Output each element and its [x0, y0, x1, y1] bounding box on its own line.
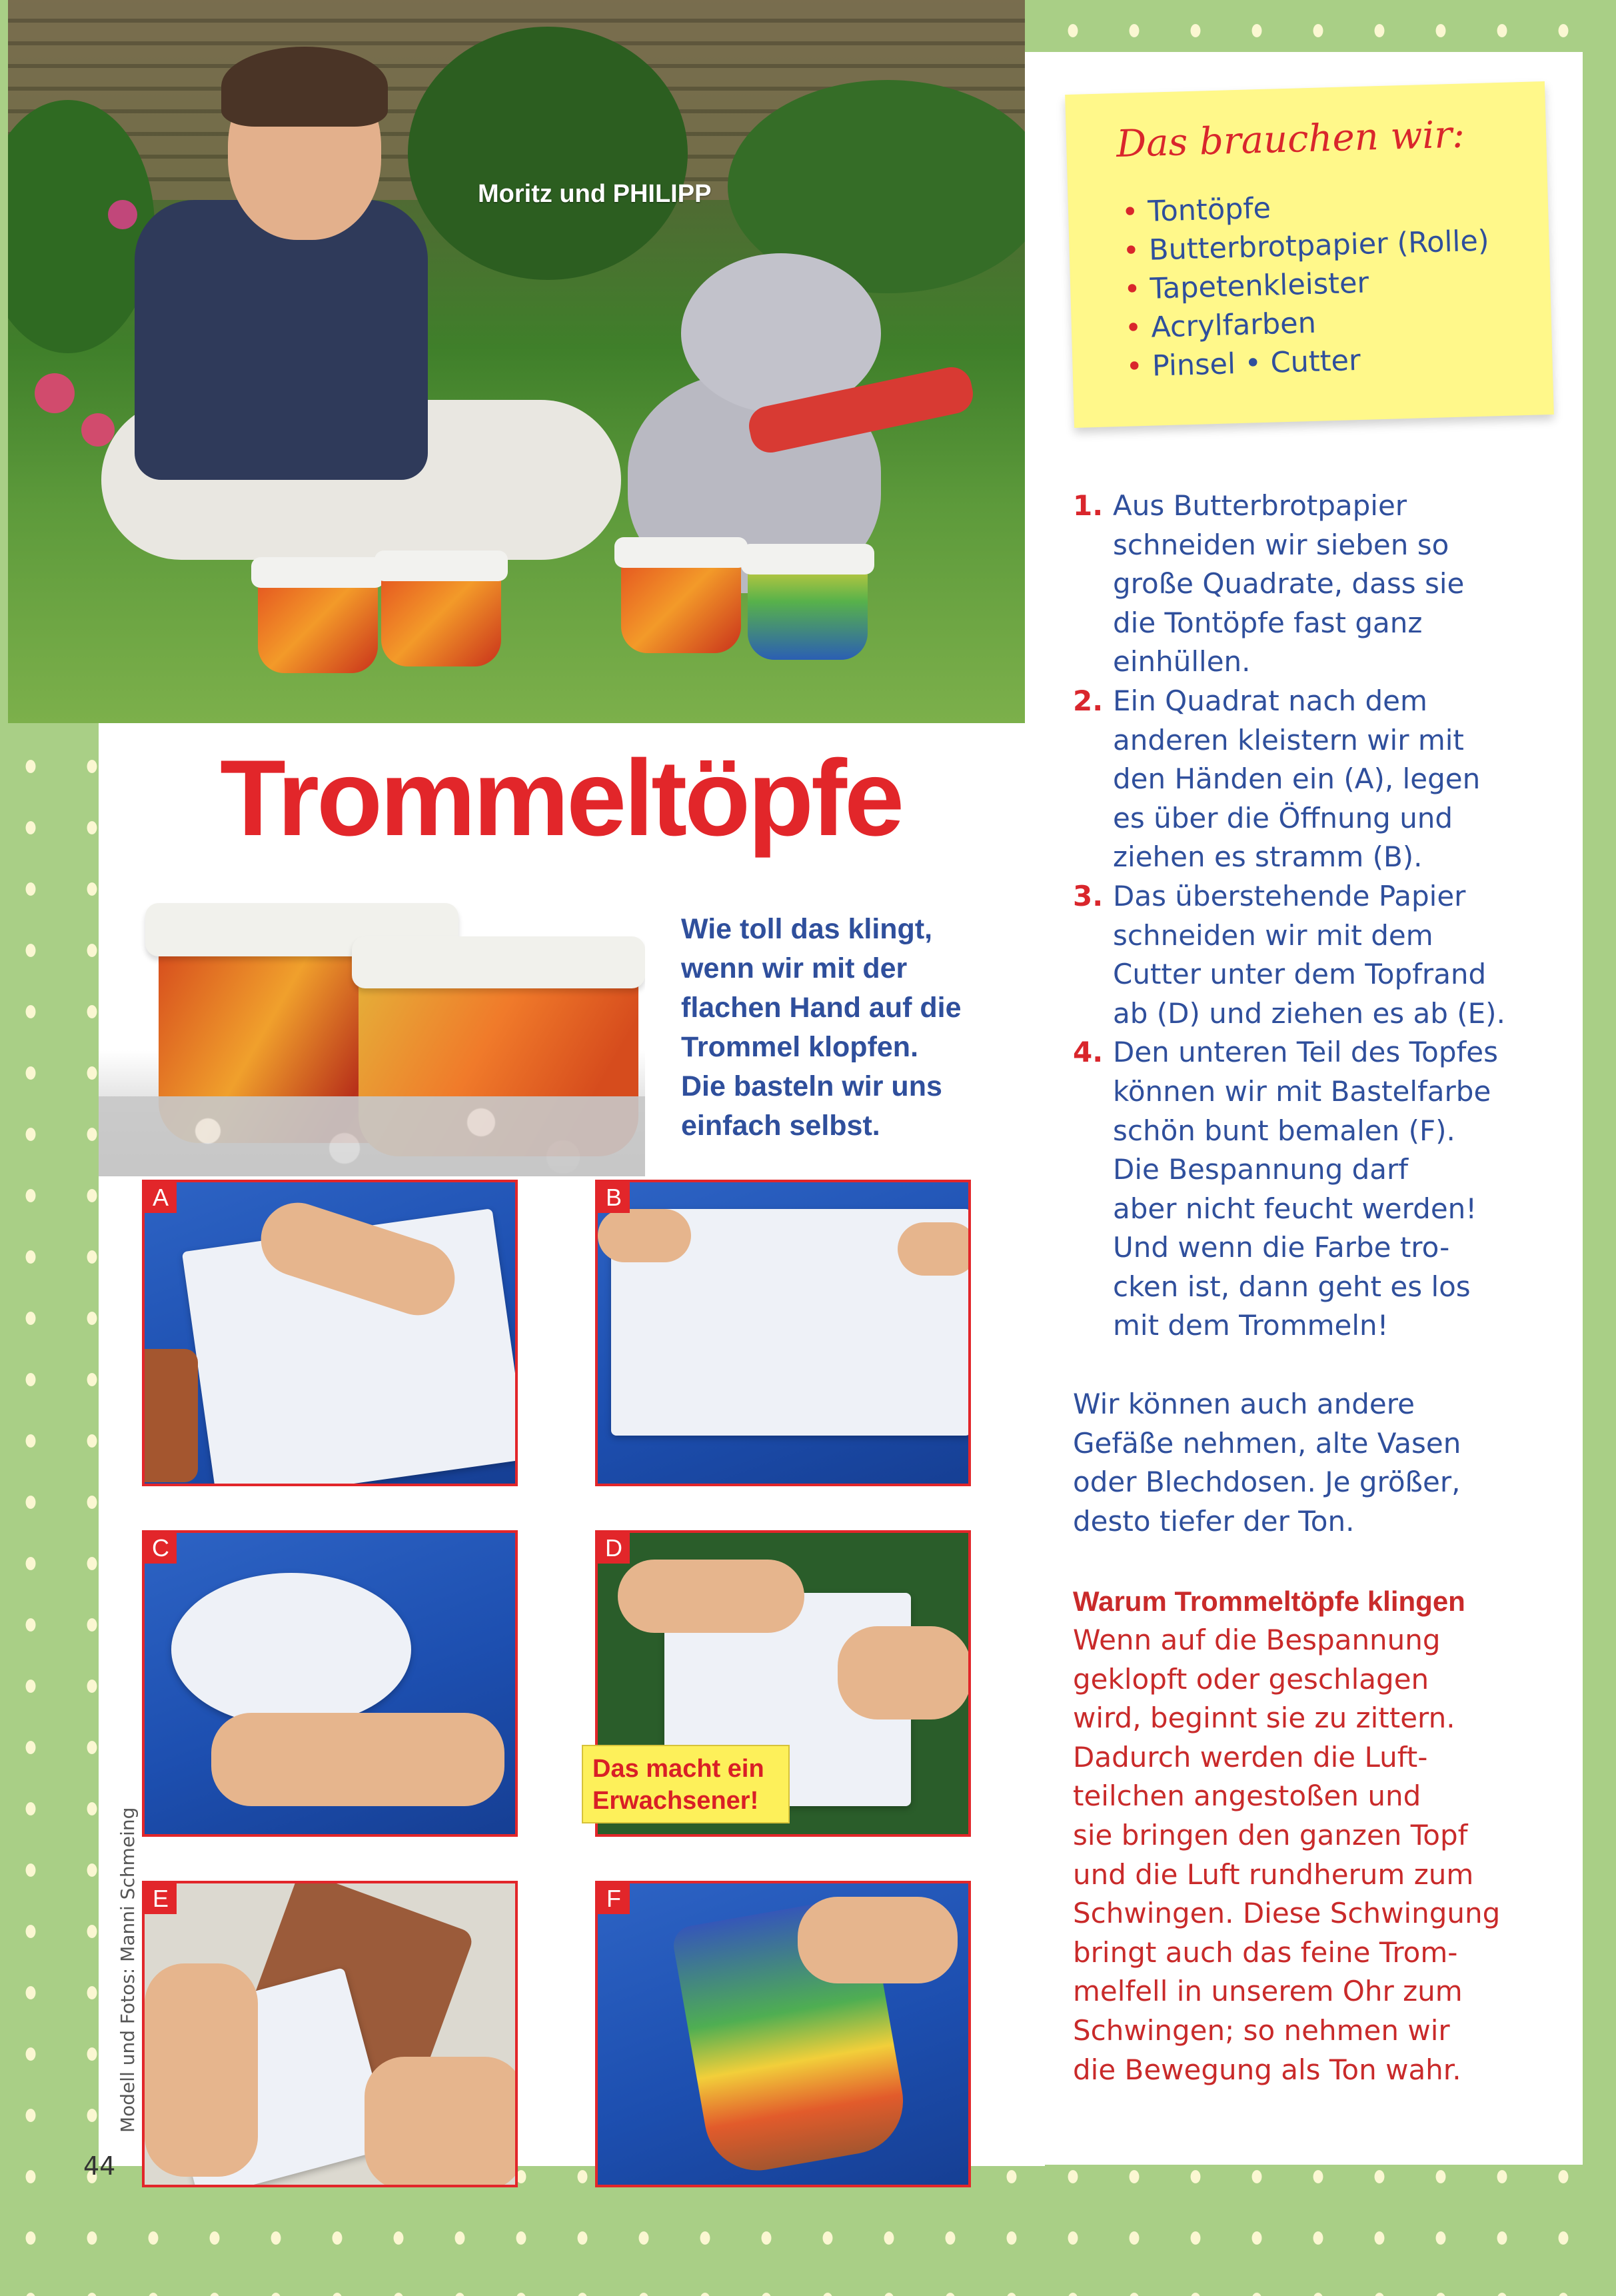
page-title: Trommeltöpfe — [220, 738, 902, 858]
intro-line: Die basteln wir uns — [681, 1070, 942, 1102]
hand — [211, 1713, 504, 1806]
instruction-steps — [1073, 487, 1539, 1346]
supply-item: • Acrylfarben — [1124, 299, 1491, 347]
step-line: einhüllen. — [1113, 645, 1251, 678]
step-item — [1073, 1033, 1539, 1346]
hand — [598, 1209, 691, 1262]
step-line: Cutter unter dem Topfrand — [1113, 958, 1487, 991]
step-line: Und wenn die Farbe tro- — [1113, 1231, 1450, 1264]
why-line: Schwingen; so nehmen wir — [1073, 2013, 1450, 2047]
tip-line: Wir können auch andere — [1073, 1388, 1415, 1420]
step-line: den Händen ein (A), legen — [1113, 762, 1481, 796]
step-line: Aus Butterbrotpapier — [1113, 489, 1407, 522]
flower — [35, 373, 75, 413]
photo-label: F — [598, 1883, 630, 1914]
step-line: mit dem Trommeln! — [1113, 1309, 1389, 1342]
step-line: ziehen es stramm (B). — [1113, 840, 1423, 874]
why-line: Schwingen. Diese Schwingung — [1073, 1897, 1501, 1930]
step-item — [1073, 682, 1539, 877]
step-line: können wir mit Bastelfarbe — [1113, 1074, 1491, 1108]
why-line: Wenn auf die Bespannung — [1073, 1624, 1441, 1656]
step-photo-e — [142, 1881, 518, 2187]
step-line: die Tontöpfe fast ganz — [1113, 606, 1423, 639]
photo-caption: Moritz und PHILIPP — [478, 180, 712, 208]
why-line: melfell in unserem Ohr zum — [1073, 1975, 1463, 2008]
step-line: ab (D) und ziehen es ab (E). — [1113, 996, 1505, 1030]
photo-label: C — [145, 1533, 177, 1564]
supply-item: • Butterbrotpapier (Rolle) — [1122, 221, 1489, 270]
step-number: 3. — [1073, 879, 1104, 912]
flower — [81, 413, 115, 447]
step-number: 2. — [1073, 684, 1104, 717]
step-item — [1073, 877, 1539, 1033]
step-line: aber nicht feucht werden! — [1113, 1192, 1477, 1225]
why-line: geklopft oder geschlagen — [1073, 1662, 1429, 1696]
hand — [838, 1626, 971, 1720]
step-number: 1. — [1073, 489, 1104, 522]
photo-credit: Modell und Fotos: Manni Schmeing — [117, 1807, 139, 2133]
drum-head — [352, 936, 645, 988]
photo-label: D — [598, 1533, 630, 1564]
step-photo-a — [142, 1180, 518, 1486]
step-line: anderen kleistern wir mit — [1113, 723, 1464, 756]
photo-label: B — [598, 1182, 630, 1213]
intro-line: einfach selbst. — [681, 1110, 880, 1142]
step-line: Die Bespannung darf — [1113, 1153, 1409, 1186]
step-item — [1073, 487, 1539, 682]
photo-label: E — [145, 1883, 177, 1914]
hand — [898, 1222, 971, 1276]
tip-line: oder Blechdosen. Je größer, — [1073, 1466, 1461, 1499]
why-line: bringt auch das feine Trom- — [1073, 1935, 1458, 1969]
why-explanation — [1073, 1621, 1539, 2089]
supplies-list — [1121, 183, 1493, 386]
pebbles — [99, 1096, 645, 1176]
supply-item: • Tapetenkleister — [1124, 260, 1491, 309]
why-line: Dadurch werden die Luft- — [1073, 1740, 1428, 1773]
extra-tip — [1073, 1385, 1539, 1541]
intro-line: Wie toll das klingt, — [681, 913, 933, 945]
hand — [798, 1897, 958, 1983]
why-line: sie bringen den ganzen Topf — [1073, 1818, 1468, 1851]
drum-pot — [748, 553, 868, 660]
why-heading: Warum Trommeltöpfe klingen — [1073, 1586, 1465, 1617]
tip-line: desto tiefer der Ton. — [1073, 1504, 1355, 1538]
why-line: teilchen angestoßen und — [1073, 1779, 1421, 1813]
supplies-title: Das brauchen wir: — [1116, 113, 1465, 167]
wrapped-pot — [171, 1573, 411, 1726]
step-line: Das überstehende Papier — [1113, 879, 1466, 912]
badge-line: Das macht ein — [592, 1755, 764, 1783]
why-line: wird, beginnt sie zu zittern. — [1073, 1702, 1455, 1735]
photo-label: A — [145, 1182, 177, 1213]
step-line: Ein Quadrat nach dem — [1113, 684, 1427, 717]
supply-item: • Pinsel • Cutter — [1126, 337, 1493, 386]
step-line: Den unteren Teil des Topfes — [1113, 1036, 1499, 1069]
hand — [618, 1560, 804, 1633]
boy-shirt — [135, 200, 428, 480]
hand — [365, 2057, 518, 2187]
step-line: es über die Öffnung und — [1113, 801, 1453, 834]
intro-text — [681, 910, 1041, 1146]
page-number: 44 — [83, 2151, 116, 2181]
intro-line: Trommel klopfen. — [681, 1031, 919, 1063]
step-number: 4. — [1073, 1036, 1104, 1069]
supplies-note — [1065, 81, 1554, 428]
step-line: schneiden wir sieben so — [1113, 528, 1449, 561]
step-photo-f — [595, 1881, 971, 2187]
hero-photo — [8, 0, 1025, 723]
why-line: und die Luft rundherum zum — [1073, 1857, 1474, 1891]
tip-line: Gefäße nehmen, alte Vasen — [1073, 1426, 1461, 1460]
step-photo-b — [595, 1180, 971, 1486]
badge-line: Erwachsener! — [592, 1787, 759, 1815]
supply-item: • Tontöpfe — [1121, 183, 1488, 231]
why-line: die Bewegung als Ton wahr. — [1073, 2053, 1461, 2086]
glue-bowl — [142, 1349, 198, 1482]
step-line: cken ist, dann geht es los — [1113, 1270, 1471, 1303]
adult-warning-badge — [582, 1745, 790, 1823]
step-line: große Quadrate, dass sie — [1113, 567, 1465, 600]
intro-line: wenn wir mit der — [681, 952, 908, 984]
drum-pot — [381, 560, 501, 666]
finished-drums-photo — [99, 896, 645, 1176]
flower — [108, 200, 137, 229]
intro-line: flachen Hand auf die — [681, 992, 962, 1024]
bush-center — [408, 27, 688, 280]
hand — [145, 1963, 258, 2177]
drum-pot — [258, 567, 378, 673]
step-photo-c — [142, 1530, 518, 1837]
step-line: schön bunt bemalen (F). — [1113, 1114, 1455, 1147]
step-line: schneiden wir mit dem — [1113, 918, 1433, 952]
boy-hair — [221, 47, 388, 127]
drum-pot — [621, 547, 741, 653]
